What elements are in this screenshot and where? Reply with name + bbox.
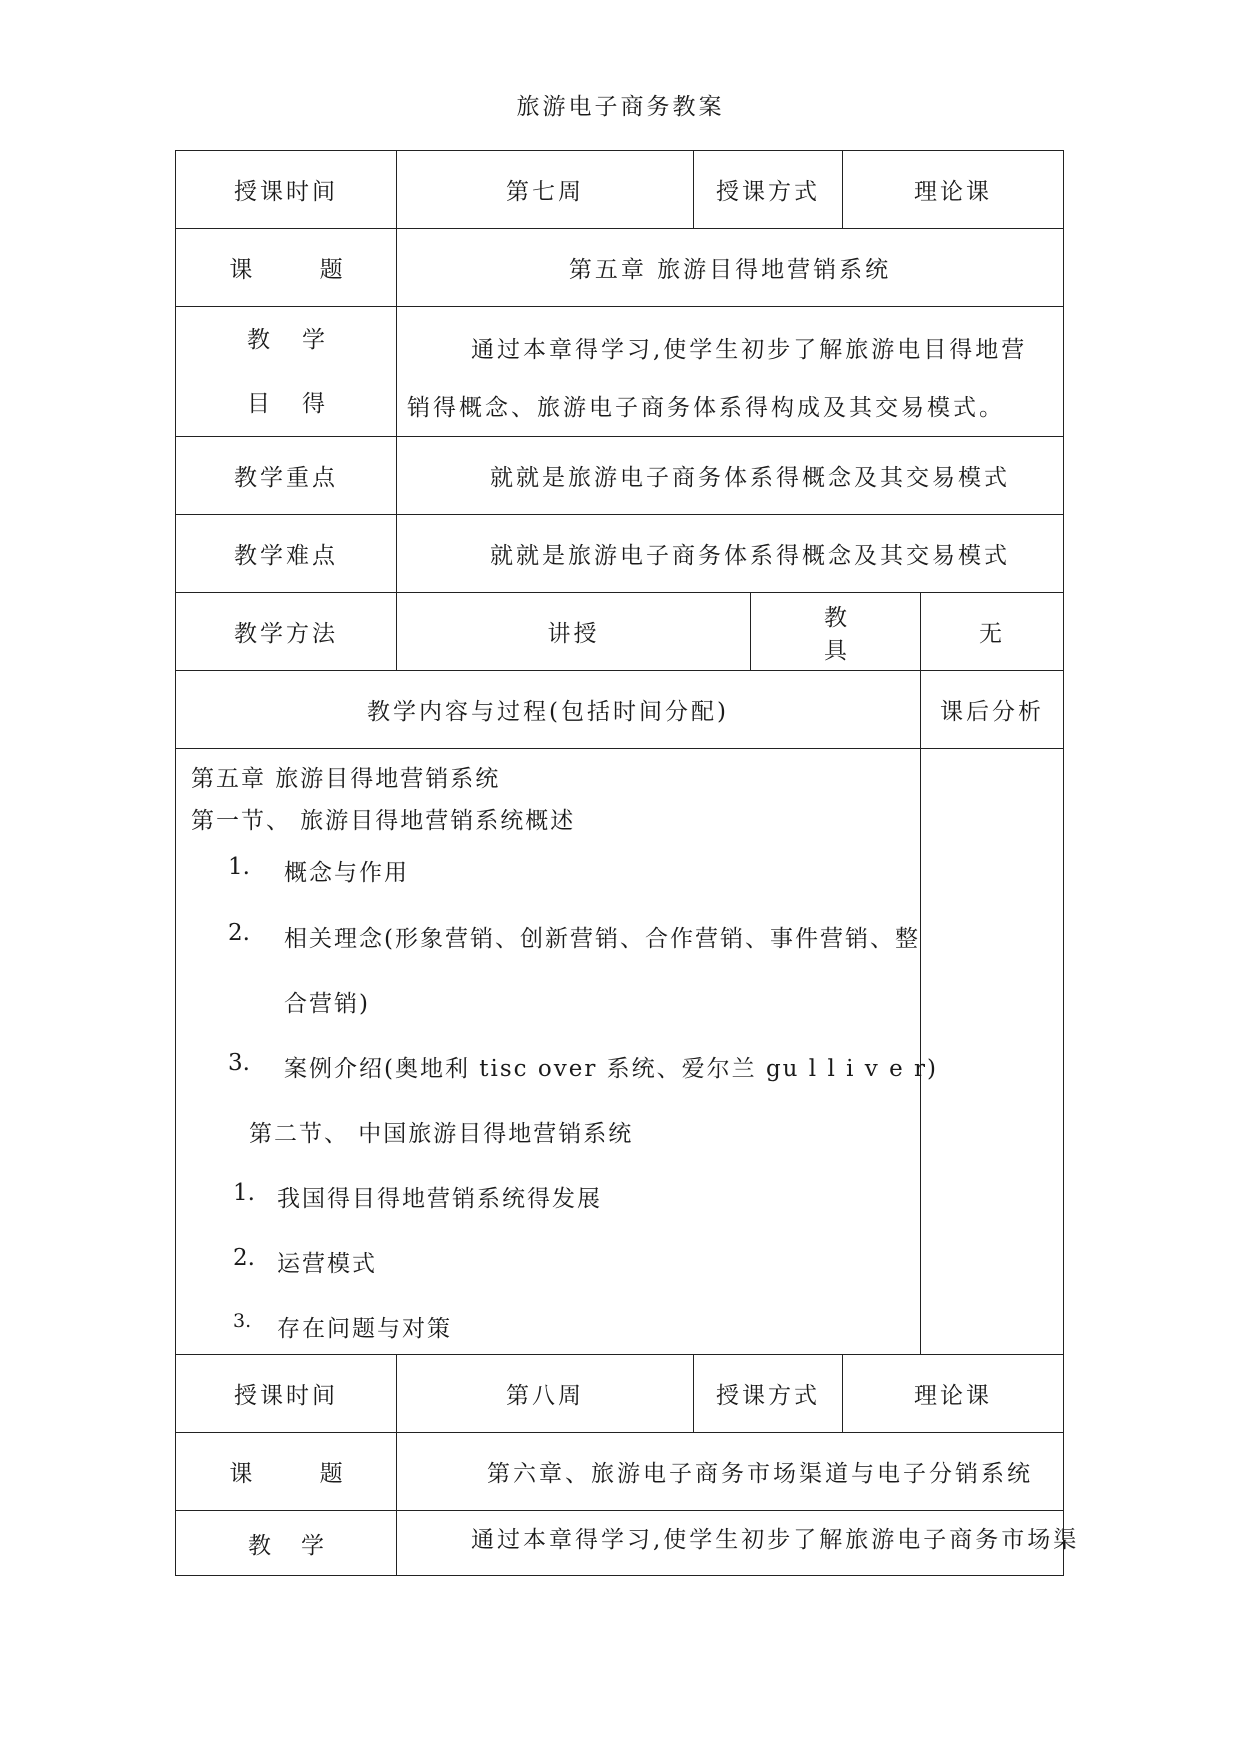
w8-goal-text-cell: [396, 1510, 1080, 1576]
s2-item-2-text: 运营模式: [277, 1251, 377, 1277]
method-label: 教学方法: [234, 621, 338, 647]
w8-time-value: 第八周: [506, 1383, 584, 1409]
s1-item-2-num: 2.: [228, 920, 250, 946]
key-value: 就就是旅游电子商务体系得概念及其交易模式: [490, 465, 1010, 491]
method-value-cell: [396, 592, 751, 671]
tool-value-cell: [920, 592, 1064, 671]
time-value-cell: [396, 150, 694, 229]
key-label: 教学重点: [234, 465, 338, 491]
w8-time-label: 授课时间: [234, 1383, 338, 1409]
analysis-body-cell: [920, 748, 1064, 1355]
w8-mode-label-cell: [693, 1354, 843, 1433]
s2-item-3-num: 3.: [233, 1310, 252, 1332]
difficult-label: 教学难点: [234, 543, 338, 569]
goal-label-line2: 目得: [247, 390, 357, 417]
w8-goal-label-cell: [175, 1510, 397, 1576]
time-label-cell: [175, 150, 397, 229]
w8-mode-value: 理论课: [914, 1383, 992, 1409]
s1-item-1-text: 概念与作用: [284, 860, 409, 886]
key-label-cell: [175, 436, 397, 515]
topic-label-cell: [175, 228, 397, 307]
document-title: 旅游电子商务教案: [516, 94, 725, 120]
difficult-value-cell: [396, 514, 1064, 593]
time-value: 第七周: [506, 179, 584, 205]
method-label-cell: [175, 592, 397, 671]
s2-item-3-text: 存在问题与对策: [277, 1316, 452, 1342]
s2-item-1-num: 1.: [233, 1180, 255, 1206]
s1-item-1-num: 1.: [228, 854, 250, 880]
mode-label-cell: [693, 150, 843, 229]
w8-topic-label: 课 题: [229, 1461, 373, 1487]
difficult-label-cell: [175, 514, 397, 593]
s2-item-2-num: 2.: [233, 1245, 255, 1271]
content-header: 教学内容与过程(包括时间分配): [367, 699, 729, 725]
key-value-cell: [396, 436, 1064, 515]
w8-topic-label-cell: [175, 1432, 397, 1511]
w8-topic-value: 第六章、旅游电子商务市场渠道与电子分销系统: [487, 1461, 1033, 1487]
content-chapter: 第五章 旅游目得地营销系统: [191, 766, 501, 792]
w8-mode-label: 授课方式: [716, 1383, 820, 1409]
content-header-cell: [175, 670, 921, 749]
time-label: 授课时间: [234, 179, 338, 205]
goal-text: 通过本章得学习,使学生初步了解旅游电目得地营销得概念、旅游电子商务体系得构成及其交易模式。: [407, 337, 1028, 421]
topic-value-cell: [396, 228, 1064, 307]
mode-value: 理论课: [914, 179, 992, 205]
method-value: 讲授: [547, 621, 600, 647]
tool-label-cell: [750, 592, 921, 671]
content-section-2: 第二节、 中国旅游目得地营销系统: [249, 1121, 634, 1147]
goal-text-cell: [396, 306, 1064, 437]
analysis-header: 课后分析: [940, 699, 1044, 725]
mode-label: 授课方式: [716, 179, 820, 205]
analysis-header-cell: [920, 670, 1064, 749]
goal-label-cell: [175, 306, 397, 437]
tool-value: 无: [979, 621, 1005, 647]
topic-label: 课 题: [229, 257, 373, 283]
goal-label-line1: 教学: [247, 326, 357, 353]
difficult-value: 就就是旅游电子商务体系得概念及其交易模式: [490, 543, 1010, 569]
w8-goal-label: 教学: [248, 1532, 354, 1559]
s1-item-2-text: 相关理念(形象营销、创新营销、合作营销、事件营销、整: [284, 926, 920, 952]
w8-topic-value-cell: [396, 1432, 1064, 1511]
w8-mode-value-cell: [842, 1354, 1064, 1433]
w8-time-value-cell: [396, 1354, 694, 1433]
topic-value: 第五章 旅游目得地营销系统: [568, 257, 892, 283]
content-section-1: 第一节、 旅游目得地营销系统概述: [191, 808, 576, 834]
s1-item-3-num: 3.: [228, 1050, 250, 1076]
s2-item-1-text: 我国得目得地营销系统得发展: [277, 1186, 602, 1212]
s1-item-3-text: 案例介绍(奥地利 tisc over 系统、爱尔兰 gu l l i v e r): [284, 1056, 938, 1082]
tool-label: 教具: [824, 604, 895, 664]
w8-time-label-cell: [175, 1354, 397, 1433]
w8-goal-text: 通过本章得学习,使学生初步了解旅游电子商务市场渠: [471, 1527, 1080, 1553]
s1-item-2-cont: 合营销): [284, 991, 370, 1017]
mode-value-cell: [842, 150, 1064, 229]
